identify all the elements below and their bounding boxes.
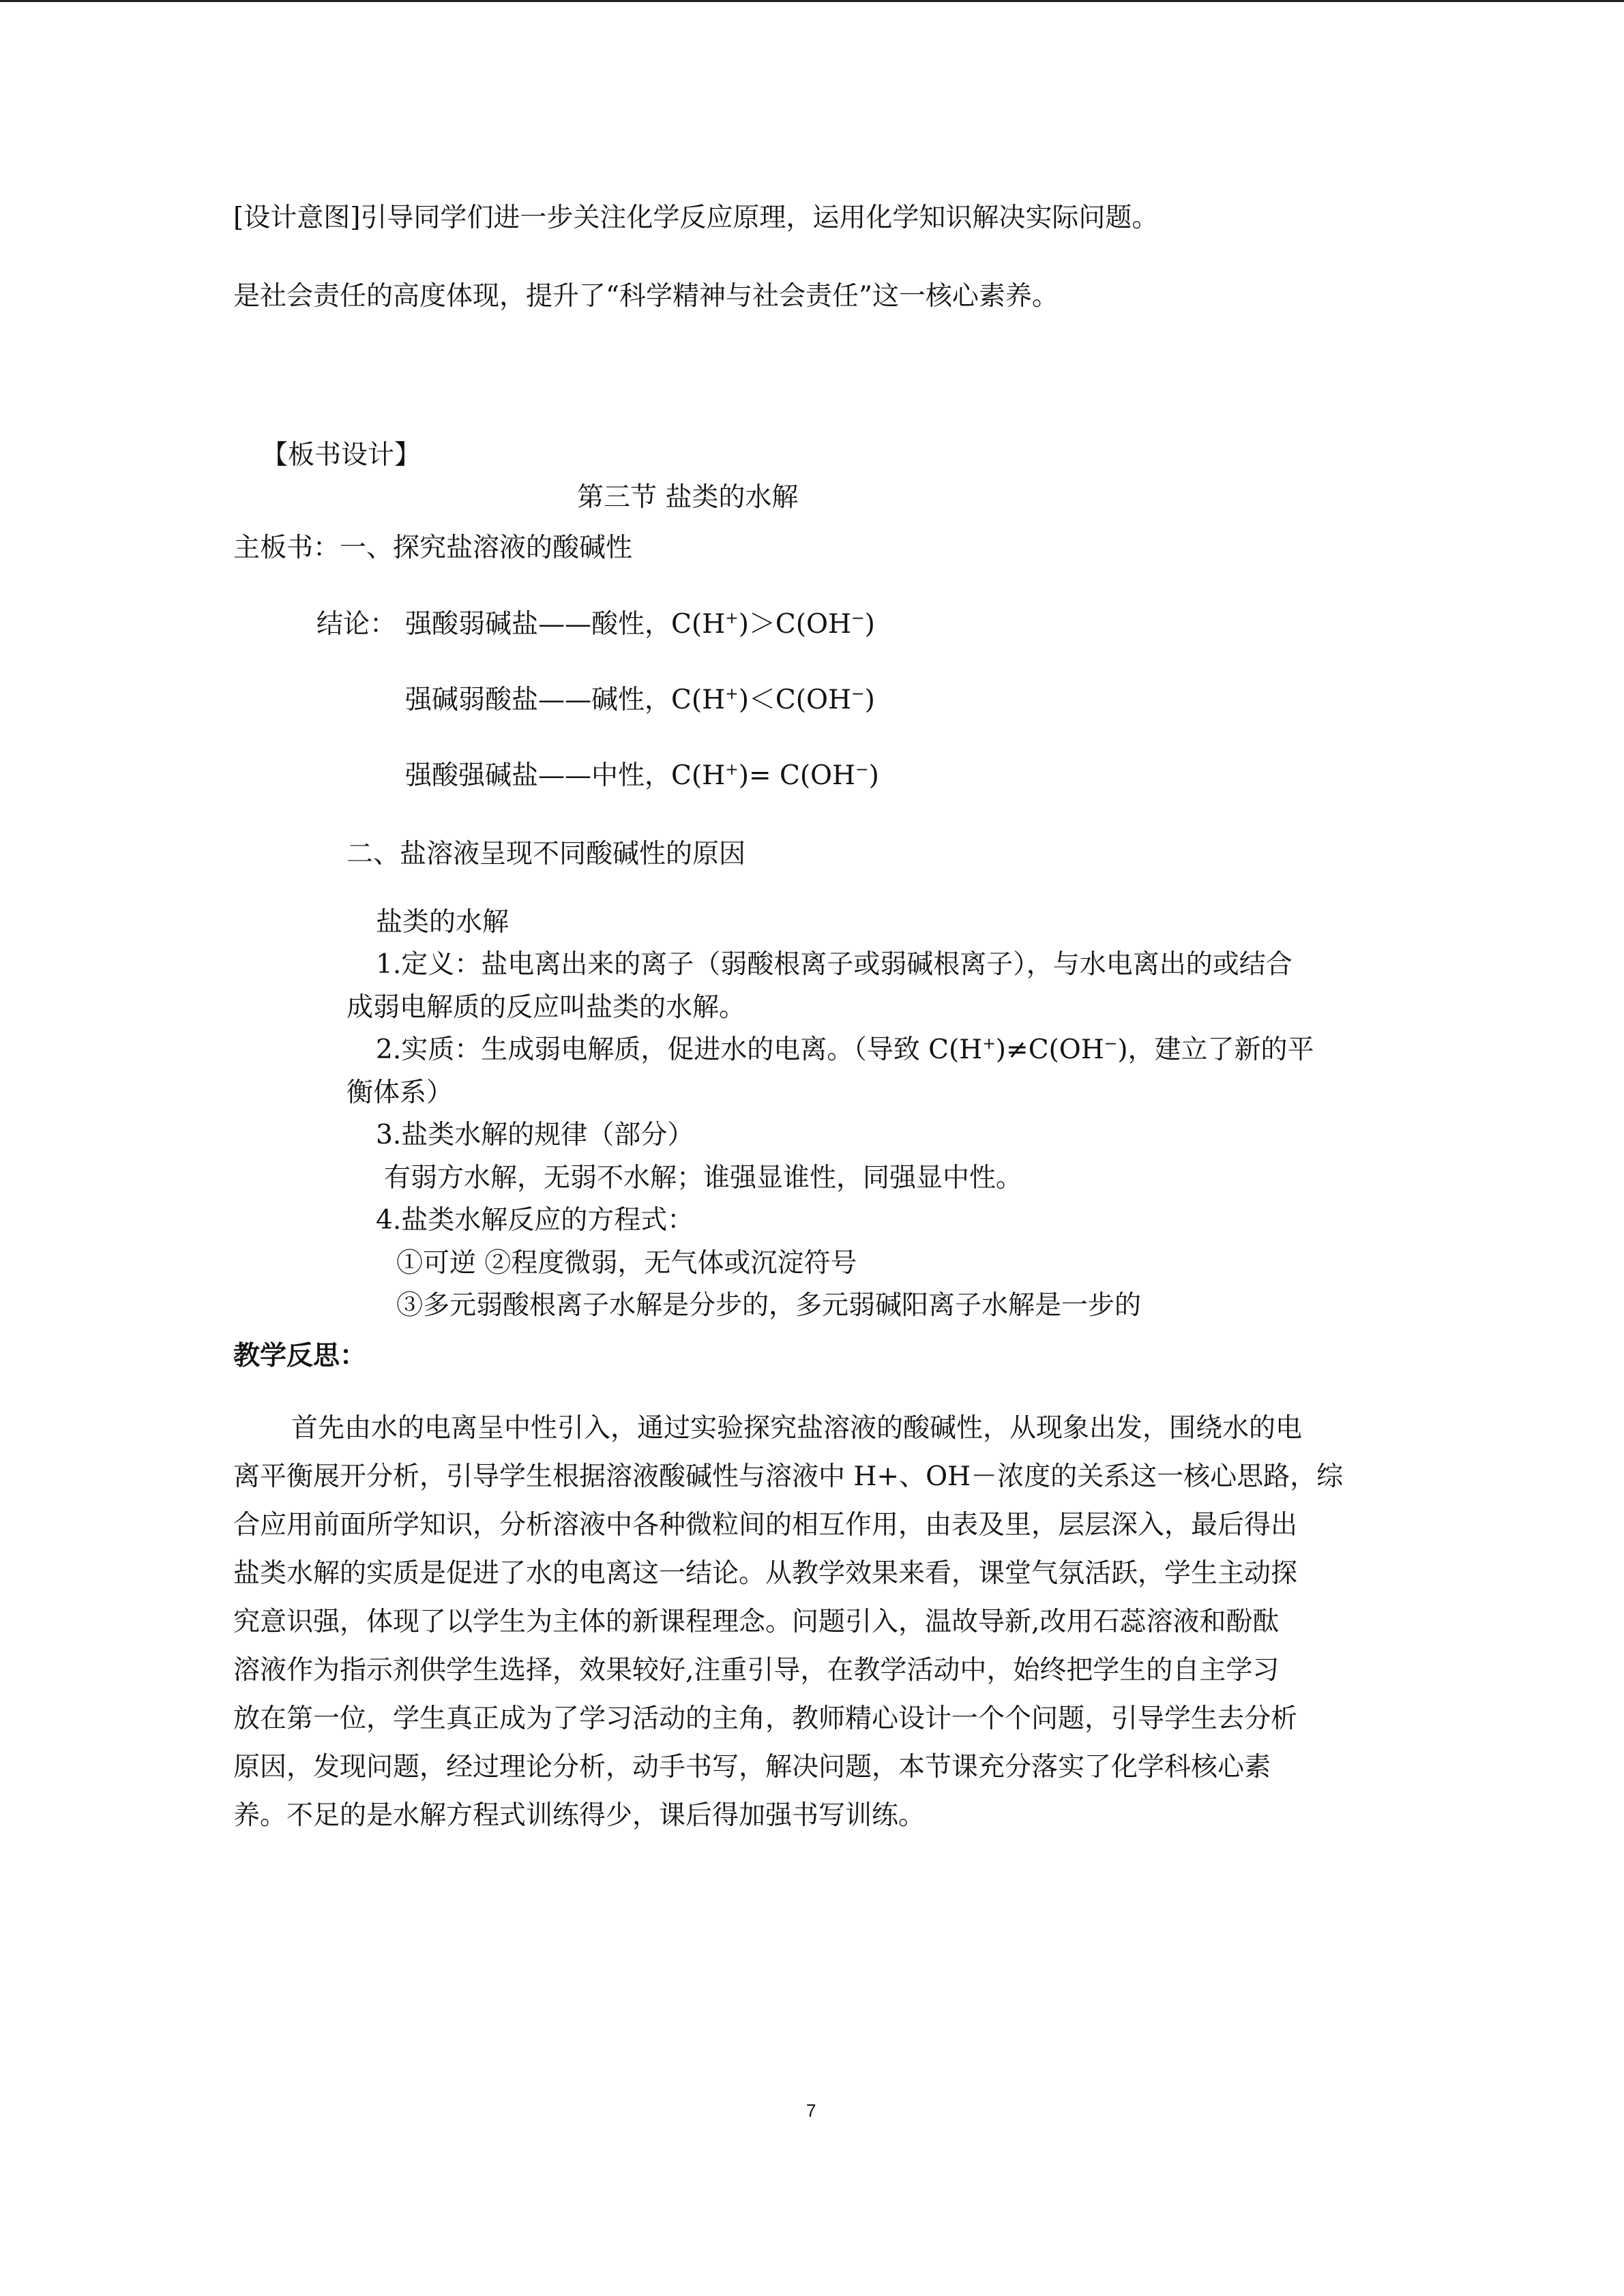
page-number: 7 (806, 2100, 816, 2121)
board-title: 第三节 盐类的水解 (577, 482, 799, 513)
design-intent-line-1: [设计意图]引导同学们进一步关注化学反应原理，运用化学知识解决实际问题。 (233, 203, 1159, 233)
equation-title: 4.盐类水解反应的方程式： (376, 1205, 694, 1236)
essence-line-1: 2.实质：生成弱电解质，促进水的电离。（导致 C(H+)≠C(OH−)，建立了新的平 (376, 1034, 1314, 1065)
reflection-line: 溶液作为指示剂供学生选择，效果较好,注重引导，在教学活动中，始终把学生的自主学习 (233, 1655, 1280, 1686)
reflection-line: 放在第一位，学生真正成为了学习活动的主角，教师精心设计一个个问题，引导学生去分析 (233, 1703, 1298, 1734)
reflection-line: 究意识强，体现了以学生为主体的新课程理念。问题引入，温故导新,改用石蕊溶液和酚酞 (233, 1607, 1280, 1637)
reflection-line: 盐类水解的实质是促进了水的电离这一结论。从教学效果来看，课堂气氛活跃，学生主动探 (233, 1558, 1298, 1589)
definition-line-1: 1.定义：盐电离出来的离子（弱酸根离子或弱碱根离子），与水电离出的或结合 (376, 949, 1293, 980)
reflection-heading: 教学反思： (233, 1340, 367, 1371)
reflection-line: 离平衡展开分析，引导学生根据溶液酸碱性与溶液中 H+、OH－浓度的关系这一核心思路，综 (233, 1461, 1344, 1492)
main-board-label: 主板书：一、探究盐溶液的酸碱性 (233, 533, 633, 563)
section-2-heading: 二、盐溶液呈现不同酸碱性的原因 (346, 839, 746, 869)
conclusion-neutral: 强酸强碱盐——中性，C(H+)= C(OH−) (405, 760, 879, 791)
reflection-line: 原因，发现问题，经过理论分析，动手书写，解决问题，本节课充分落实了化学科核心素 (233, 1752, 1271, 1783)
conclusion-acidic: 强酸弱碱盐——酸性，C(H+)＞C(OH−) (405, 608, 875, 640)
top-border-line (0, 0, 1624, 2)
reflection-line: 养。不足的是水解方程式训练得少，课后得加强书写训练。 (233, 1800, 926, 1831)
equation-point-3: ③多元弱酸根离子水解是分步的，多元弱碱阳离子水解是一步的 (396, 1290, 1142, 1321)
essence-line-2: 衡体系） (346, 1077, 454, 1108)
equation-points-1-2: ①可逆 ②程度微弱，无气体或沉淀符号 (396, 1248, 857, 1279)
reflection-line: 合应用前面所学知识，分析溶液中各种微粒间的相互作用，由表及里，层层深入，最后得出 (233, 1510, 1298, 1540)
design-intent-line-2: 是社会责任的高度体现，提升了“科学精神与社会责任”这一核心素养。 (233, 281, 1059, 312)
reflection-line: 首先由水的电离呈中性引入，通过实验探究盐溶液的酸碱性，从现象出发，围绕水的电 (291, 1413, 1303, 1444)
board-design-heading: 【板书设计】 (261, 440, 422, 471)
rule-text: 有弱方水解，无弱不水解；谁强显谁性，同强显中性。 (384, 1163, 1023, 1193)
conclusion-label: 结论： (316, 609, 397, 640)
definition-line-2: 成弱电解质的反应叫盐类的水解。 (346, 992, 746, 1023)
rule-title: 3.盐类水解的规律（部分） (376, 1120, 694, 1150)
conclusion-basic: 强碱弱酸盐——碱性，C(H+)＜C(OH−) (405, 684, 875, 715)
hydrolysis-subheading: 盐类的水解 (376, 907, 510, 938)
